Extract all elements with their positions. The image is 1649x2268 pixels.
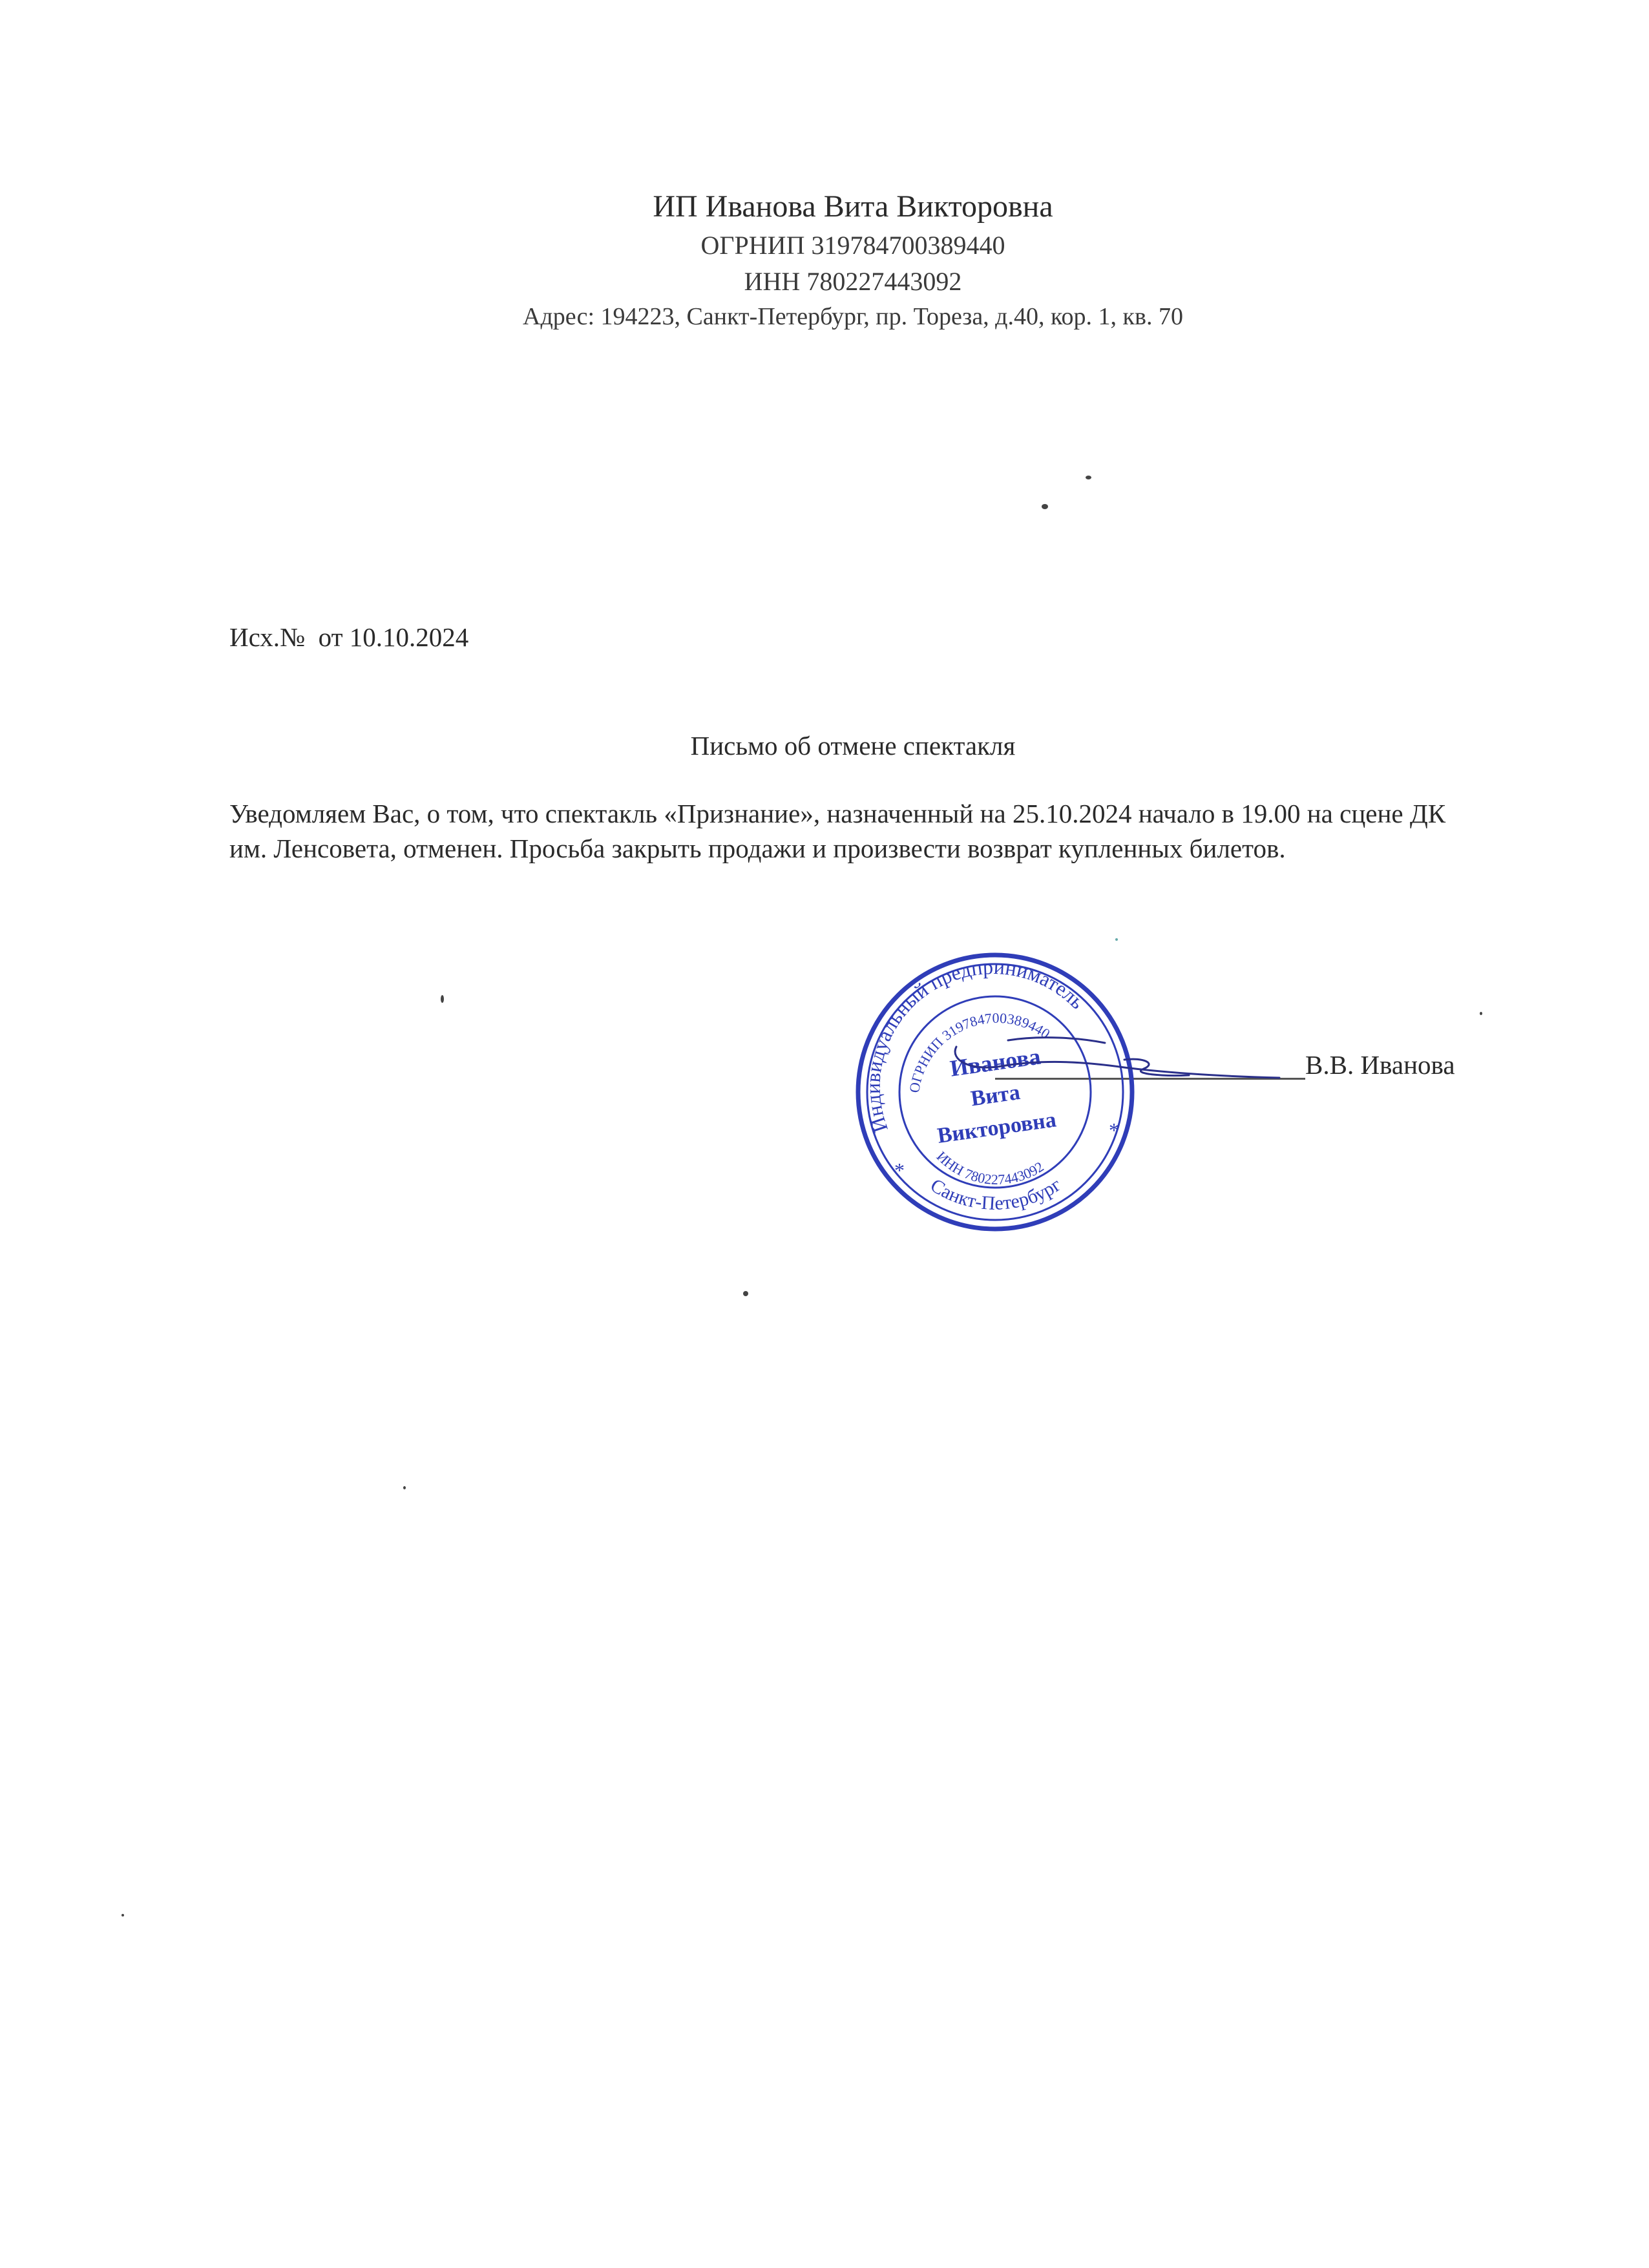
scan-speck: [1086, 476, 1091, 479]
scan-speck: [743, 1291, 748, 1296]
ogrnip: ОГРНИП 319784700389440: [700, 231, 1005, 260]
company-name: ИП Иванова Вита Викторовна: [653, 189, 1053, 224]
letter-body: Уведомляем Вас, о том, что спектакль «Признание», назначенный на 25.10.2024 начало в 19.00 на сцене ДК им. Ленсовета, отменен. Просьба закрыть продажи и произвести возврат купленных билетов.: [229, 799, 1446, 863]
seal-star-right: *: [1109, 1118, 1119, 1142]
seal-outer-text: Индивидуальный предприниматель: [861, 954, 1089, 1136]
address: Адрес: 194223, Санкт-Петербург, пр. Тореза, д.40, кор. 1, кв. 70: [523, 303, 1183, 330]
scan-speck: [121, 1914, 124, 1916]
handwritten-signature: [930, 1021, 1318, 1098]
seal-name-line1: Иванова: [948, 1043, 1042, 1082]
scan-speck: [1480, 1012, 1482, 1015]
seal-inn-text: ИНН 780227443092: [933, 1148, 1047, 1188]
signatory-name: В.В. Иванова: [1305, 1050, 1455, 1080]
seal-name-line3: Викторовна: [936, 1108, 1058, 1148]
seal-ogrnip-text: ОГРНИП 319784700389440: [906, 1009, 1053, 1094]
scan-speck: [441, 995, 444, 1003]
scan-speck: [403, 1486, 406, 1489]
seal-star-left: *: [894, 1159, 905, 1182]
seal-name-line2: Вита: [969, 1080, 1022, 1111]
seal-city-text: Санкт-Петербург: [927, 1173, 1066, 1215]
letter-title: Письмо об отмене спектакля: [690, 731, 1016, 761]
scan-speck: [1042, 504, 1048, 509]
outgoing-number-date: Исх.№ от 10.10.2024: [229, 622, 469, 652]
inn: ИНН 780227443092: [744, 267, 962, 296]
scan-speck: [1115, 938, 1118, 941]
